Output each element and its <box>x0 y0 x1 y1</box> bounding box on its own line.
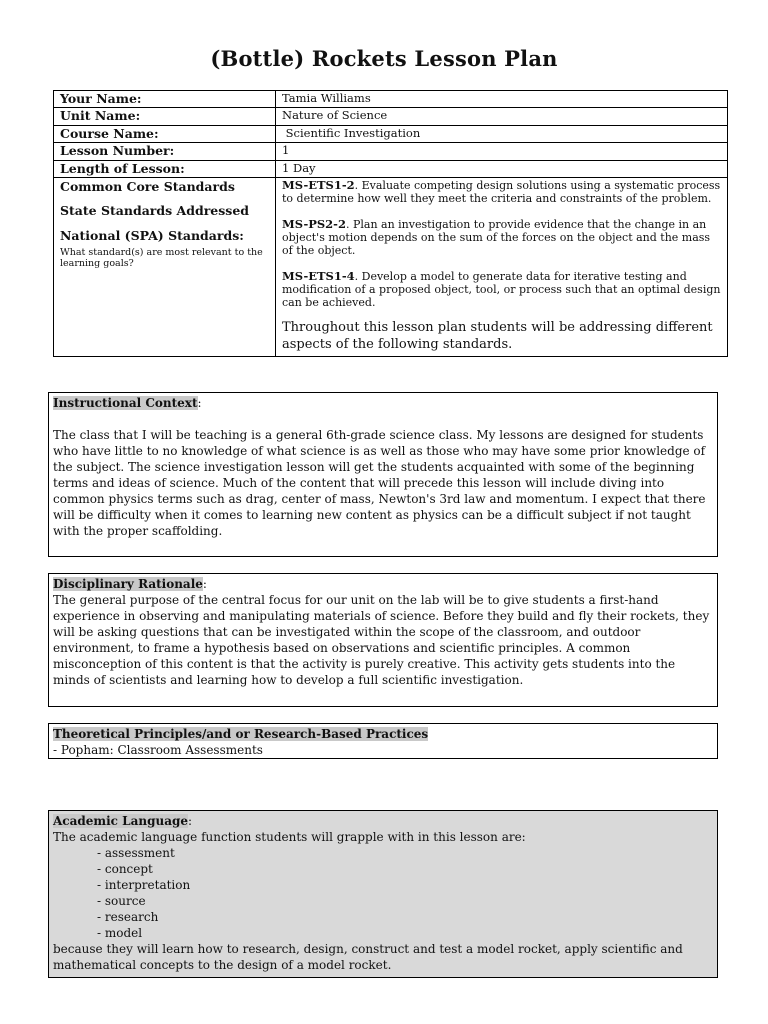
table-row <box>54 108 728 125</box>
section-heading <box>53 395 713 411</box>
list-item: - research <box>97 910 159 924</box>
table-row <box>54 177 728 357</box>
page-title: (Bottle) Rockets Lesson Plan <box>210 46 558 71</box>
table-row <box>54 160 728 177</box>
lesson-info-table <box>53 90 728 357</box>
unit-name-value: Nature of Science <box>276 108 728 125</box>
theoretical-principles-text: - Popham: Classroom Assessments <box>53 743 263 757</box>
table-row <box>54 143 728 160</box>
academic-language-intro: The academic language function students will grapple with in this lesson are: <box>53 830 526 844</box>
heading-colon: : <box>197 396 202 410</box>
list-item: - concept <box>97 862 153 876</box>
common-core-label: Common Core Standards <box>60 178 235 194</box>
standard-entry <box>282 270 721 310</box>
standards-label-cell <box>54 177 276 357</box>
lesson-length-label: Length of Lesson: <box>54 160 276 177</box>
your-name-value: Tamia Williams <box>276 91 728 108</box>
list-item: - interpretation <box>97 878 191 892</box>
heading-colon: : <box>202 577 207 591</box>
section-heading <box>53 726 713 742</box>
standard-text: . Develop a model to generate data for iterative testing and modification of a proposed object, tool, or process such that an optimal design can be achieved. <box>282 269 721 309</box>
lesson-length-value: 1 Day <box>276 160 728 177</box>
theoretical-principles-section <box>48 723 718 759</box>
theoretical-principles-heading: Theoretical Principles/and or Research-Based Practices <box>53 727 429 741</box>
standard-entry <box>282 179 721 206</box>
standard-text: . Evaluate competing design solutions using a systematic process to determine how well they meet the criteria and constraints of the problem. <box>282 178 721 205</box>
table-row <box>54 91 728 108</box>
academic-language-section <box>48 810 718 978</box>
table-row <box>54 125 728 142</box>
list-item: - assessment <box>97 846 175 860</box>
section-heading <box>53 576 713 592</box>
course-name-value: Scientific Investigation <box>276 125 728 142</box>
your-name-label: Your Name: <box>54 91 276 108</box>
list-item: - source <box>97 894 146 908</box>
standard-code: MS-ETS1-4 <box>282 268 355 283</box>
list-item: - model <box>97 926 143 940</box>
standard-code: MS-PS2-2 <box>282 216 346 231</box>
standard-text: . Plan an investigation to provide evidence that the change in an object's motion depends on the sum of the forces on the object and the mass of the object. <box>282 217 711 257</box>
lesson-number-label: Lesson Number: <box>54 143 276 160</box>
standards-value-cell <box>276 177 728 357</box>
disciplinary-rationale-heading: Disciplinary Rationale <box>53 577 203 591</box>
heading-colon: : <box>188 814 193 828</box>
lesson-number-value: 1 <box>276 143 728 160</box>
disciplinary-rationale-section <box>48 573 718 707</box>
disciplinary-rationale-text: The general purpose of the central focus for our unit on the lab will be to give students a first-hand experience in observing and manipulating materials of science. Before they build and fly their rockets, they will be asking questions that can be investigated within the scope of the classroom, and outdoor environment, to frame a hypothesis based on observations and scientific principles. A common misconception of this content is that the activity is purely creative. This activity gets students into the minds of scientists and learning how to develop a full scientific investigation. <box>53 593 710 687</box>
instructional-context-heading: Instructional Context <box>53 396 198 410</box>
state-standards-label: State Standards Addressed <box>60 203 250 219</box>
section-heading <box>53 813 713 829</box>
standard-entry <box>282 218 721 258</box>
standards-summary: Throughout this lesson plan students will be addressing different aspects of the following standards. <box>282 319 713 352</box>
course-name-label: Course Name: <box>54 125 276 142</box>
standard-code: MS-ETS1-2 <box>282 177 355 192</box>
national-standards-label: National (SPA) Standards: <box>60 227 244 243</box>
unit-name-label: Unit Name: <box>54 108 276 125</box>
instructional-context-section <box>48 392 718 557</box>
academic-language-outro: because they will learn how to research, design, construct and test a model rocket, apply scientific and mathematical concepts to the design of a model rocket. <box>53 942 683 972</box>
standards-question: What standard(s) are most relevant to the learning goals? <box>60 247 263 270</box>
instructional-context-text: The class that I will be teaching is a general 6th-grade science class. My lessons are designed for students who have little to no knowledge of what science is as well as those who may have some prior knowledge of the subject. The science investigation lesson will get the students acquainted with some of the beginning terms and ideas of science. Much of the content that will precede this lesson will include diving into common physics terms such as drag, center of mass, Newton's 3rd law and momentum. I expect that there will be difficulty when it comes to learning new content as physics can be a difficult subject if not taught with the proper scaffolding. <box>53 428 706 538</box>
academic-language-heading: Academic Language <box>53 814 189 828</box>
